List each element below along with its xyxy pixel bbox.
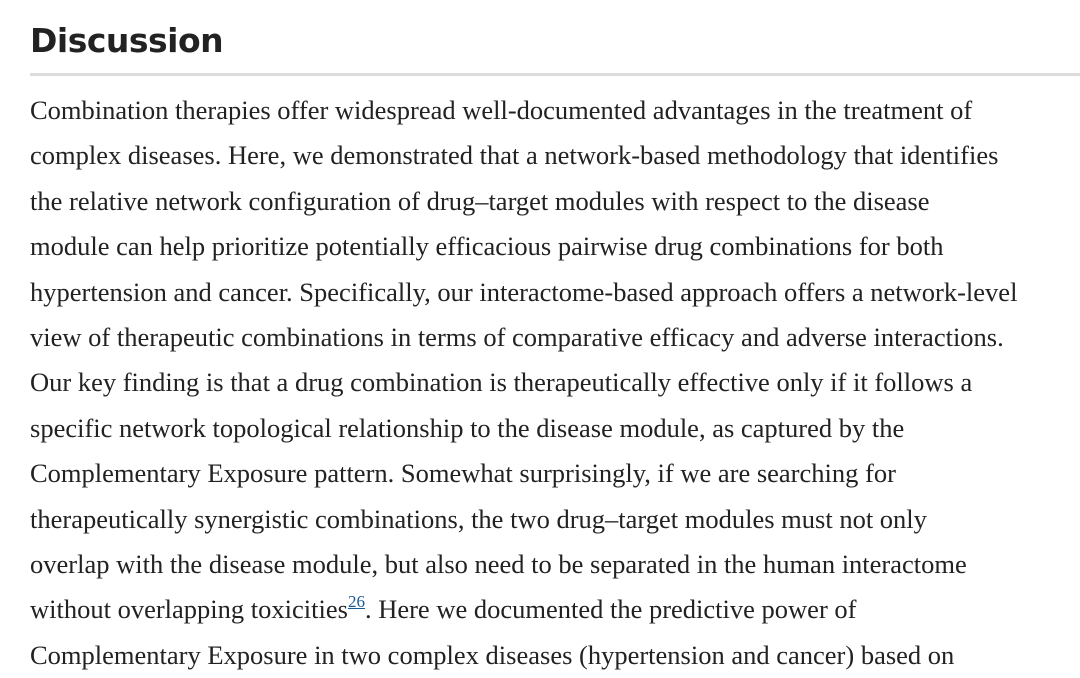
paragraph-line: the relative network configuration of drug–target modules with respect to the disease [30,185,930,216]
paragraph-line: Combination therapies offer widespread well-documented advantages in the treatment of [30,95,973,125]
paragraph-line: overlap with the disease module, but also need to be separated in the human interactome [30,549,967,580]
paragraph-line: specific network topological relationship to the disease module, as captured by the [30,412,905,443]
paragraph-line: Complementary Exposure pattern. Somewhat surprisingly, if we are searching for [30,458,896,489]
paragraph-line: therapeutically synergistic combinations, the two drug–target modules must not only [30,503,927,534]
paragraph-line-with-reference [30,587,1080,632]
section-heading: Discussion [30,21,224,60]
paragraph-line: module can help prioritize potentially efficacious pairwise drug combinations for both [30,231,944,262]
paragraph-line: view of therapeutic combinations in terms of comparative efficacy and adverse interactions. [30,322,1004,353]
paragraph-line: complex diseases. Here, we demonstrated that a network-based methodology that identifies [30,140,999,171]
paragraph-line: hypertension and cancer. Specifically, our interactome-based approach offers a network-level [30,276,1018,307]
discussion-paragraph [30,76,1080,678]
paragraph-text: . Here we documented the predictive power of [364,594,857,625]
paragraph-text: without overlapping toxicities [30,594,348,625]
discussion-section [30,0,1080,678]
reference-link[interactable]: 26 [347,592,365,612]
paragraph-line: Complementary Exposure in two complex diseases (hypertension and cancer) based on [30,639,955,670]
paragraph-line: Our key finding is that a drug combination is therapeutically effective only if it follows a [30,367,973,398]
